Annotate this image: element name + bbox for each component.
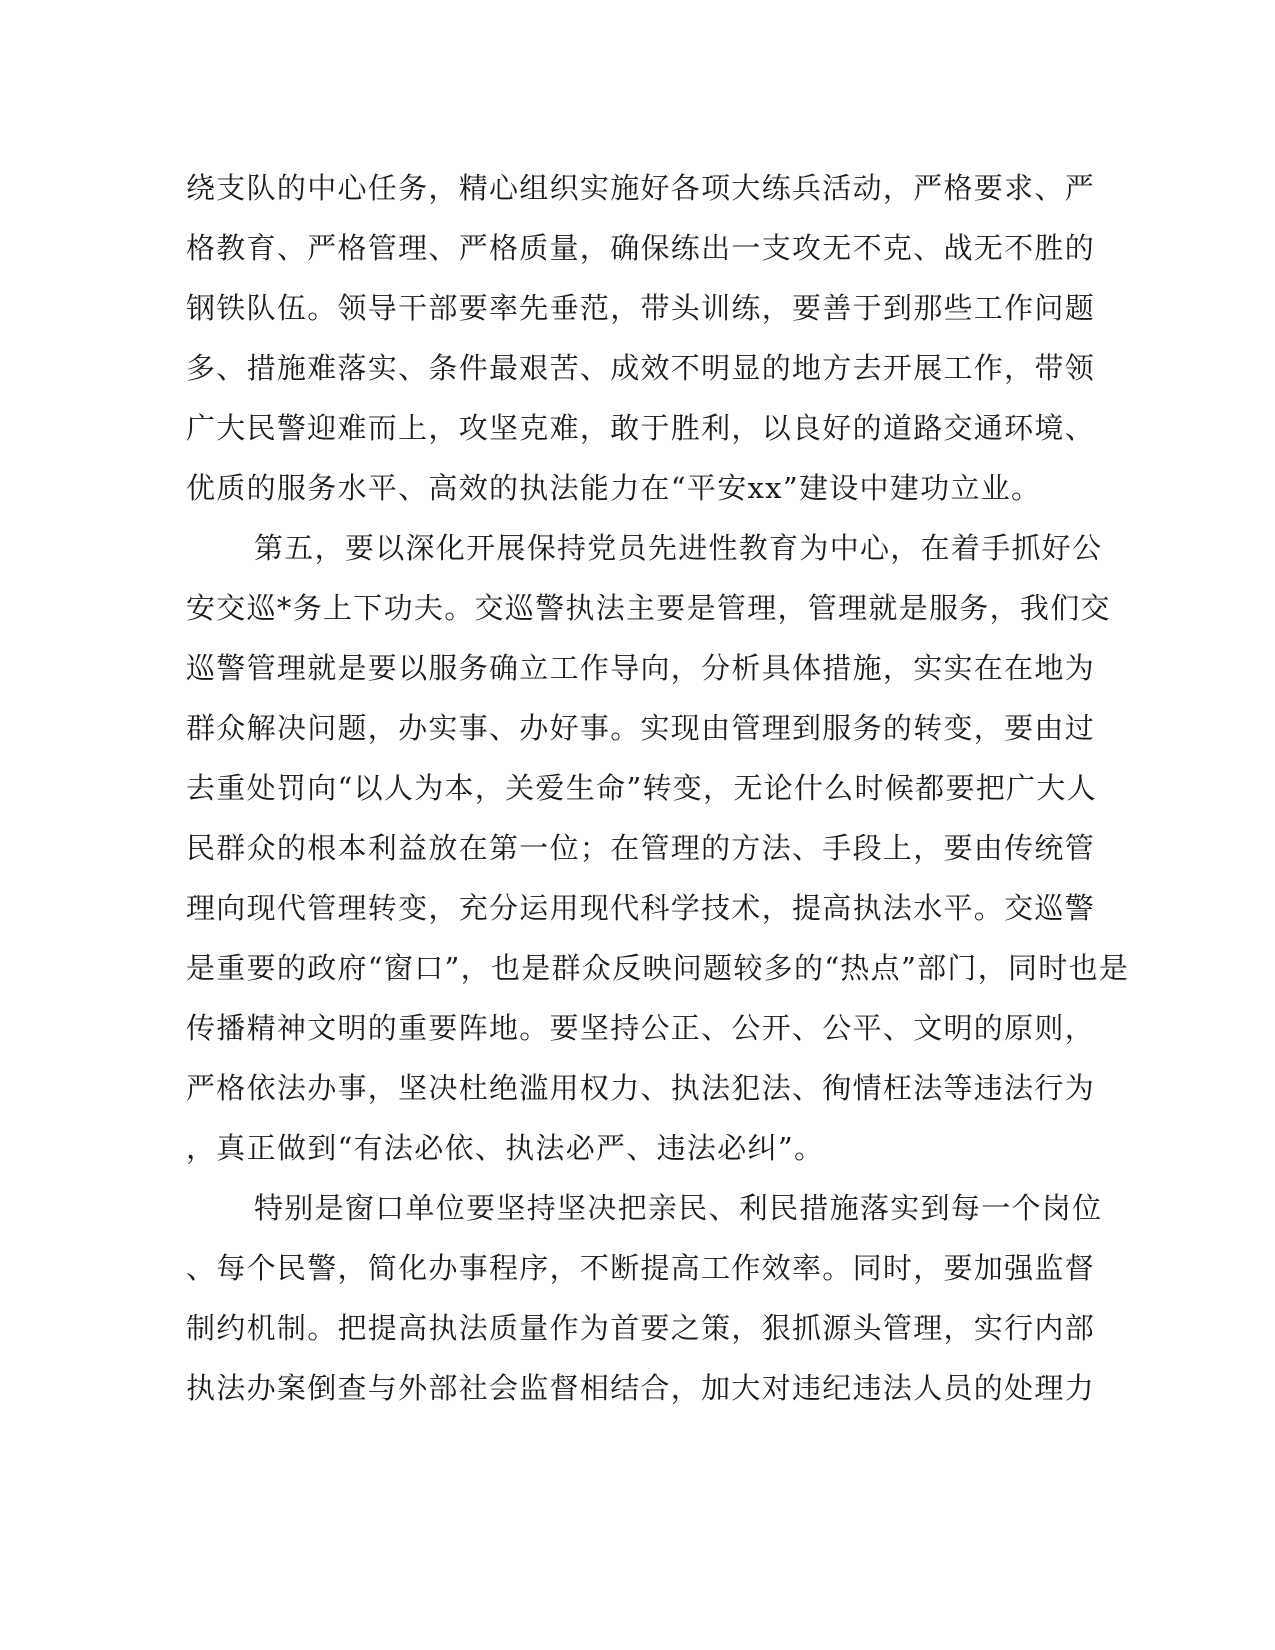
text-line: 钢铁队伍。领导干部要率先垂范，带头训练，要善于到那些工作问题 [186, 291, 1096, 325]
paragraph-1 [186, 158, 1096, 518]
text-line: 多、措施难落实、条件最艰苦、成效不明显的地方去开展工作，带领 [186, 351, 1096, 385]
paragraph-2 [186, 518, 1130, 1178]
text-line: ，真正做到“有法必依、执法必严、违法必纠”。 [186, 1131, 825, 1165]
text-line: 格教育、严格管理、严格质量，确保练出一支攻无不克、战无不胜的 [186, 231, 1096, 265]
text-line: 巡警管理就是要以服务确立工作导向，分析具体措施，实实在在地为 [186, 651, 1096, 685]
text-line: 民群众的根本利益放在第一位；在管理的方法、手段上，要由传统管 [186, 831, 1096, 865]
paragraph-3 [186, 1178, 1103, 1418]
text-line: 安交巡*务上下功夫。交巡警执法主要是管理，管理就是服务，我们交 [186, 591, 1111, 625]
text-line: 理向现代管理转变，充分运用现代科学技术，提高执法水平。交巡警 [186, 891, 1096, 925]
text-line: 群众解决问题，办实事、办好事。实现由管理到服务的转变，要由过 [186, 711, 1096, 745]
text-line: 优质的服务水平、高效的执法能力在“平安xx”建设中建功立业。 [186, 471, 1042, 505]
text-line: 去重处罚向“以人为本，关爱生命”转变，无论什么时候都要把广大人 [186, 771, 1097, 805]
text-line: 制约机制。把提高执法质量作为首要之策，狠抓源头管理，实行内部 [186, 1311, 1096, 1345]
text-line: 是重要的政府“窗口”，也是群众反映问题较多的“热点”部门，同时也是 [186, 951, 1130, 985]
text-line: 第五，要以深化开展保持党员先进性教育为中心，在着手抓好公 [254, 531, 1103, 565]
text-line: 执法办案倒查与外部社会监督相结合，加大对违纪违法人员的处理力 [186, 1371, 1096, 1405]
text-line: 传播精神文明的重要阵地。要坚持公正、公开、公平、文明的原则， [186, 1011, 1096, 1045]
text-line: 广大民警迎难而上，攻坚克难，敢于胜利，以良好的道路交通环境、 [186, 411, 1096, 445]
text-line: 、每个民警，简化办事程序，不断提高工作效率。同时，要加强监督 [186, 1251, 1096, 1285]
text-line: 特别是窗口单位要坚持坚决把亲民、利民措施落实到每一个岗位 [254, 1191, 1103, 1225]
text-line: 严格依法办事，坚决杜绝滥用权力、执法犯法、徇情枉法等违法行为 [186, 1071, 1096, 1105]
document-body [186, 158, 1130, 1418]
text-line: 绕支队的中心任务，精心组织实施好各项大练兵活动，严格要求、严 [186, 171, 1096, 205]
